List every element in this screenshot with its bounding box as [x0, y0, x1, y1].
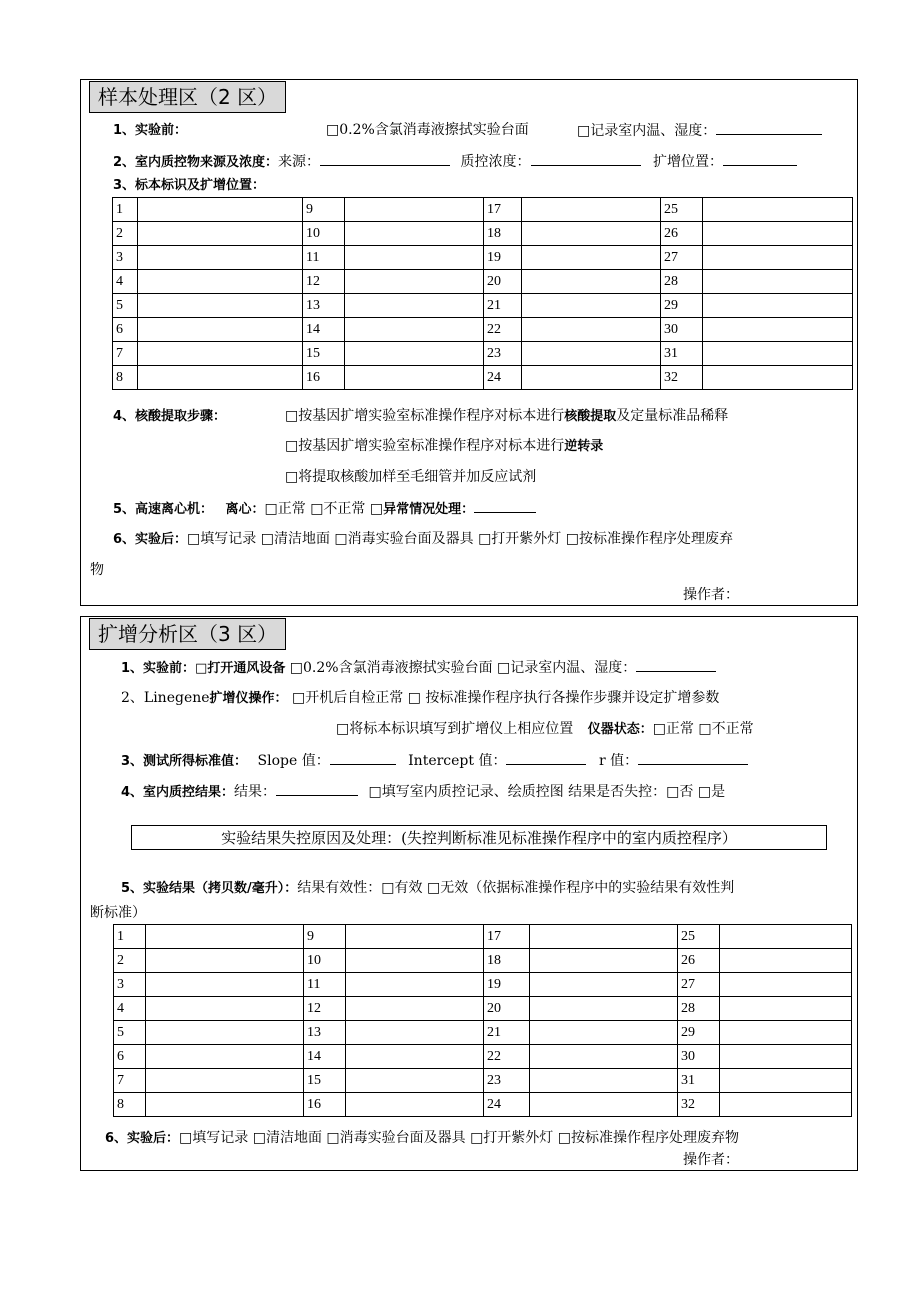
entry-cell[interactable]: [345, 246, 484, 270]
entry-cell[interactable]: [146, 973, 304, 997]
position-number: 23: [484, 1069, 530, 1093]
entry-cell[interactable]: [146, 1045, 304, 1069]
position-number: 11: [303, 246, 345, 270]
section-title: 样本处理区（2 区）: [89, 81, 286, 113]
amplification-section: [80, 616, 858, 1171]
position-number: 31: [678, 1069, 720, 1093]
position-number: 20: [484, 997, 530, 1021]
position-number: 28: [661, 270, 703, 294]
row-label: 3、测试所得标准值：: [121, 754, 248, 769]
position-number: 21: [484, 1021, 530, 1045]
slope-blank[interactable]: [330, 750, 396, 765]
entry-cell[interactable]: [345, 342, 484, 366]
row-label: 1、实验前：: [113, 123, 188, 138]
entry-cell[interactable]: [346, 1069, 484, 1093]
position-number: 26: [661, 222, 703, 246]
position-number: 1: [113, 198, 138, 222]
entry-cell[interactable]: [703, 222, 853, 246]
option-text: 及定量标准品稀释: [616, 408, 729, 424]
position-number: 28: [678, 997, 720, 1021]
label-position-checkbox[interactable]: □将标本标识填写到扩增仪上相应位置: [336, 721, 574, 737]
operator-label: 操作者：: [683, 587, 739, 603]
slope-label: Slope 值：: [257, 753, 330, 769]
position-number: 14: [303, 318, 345, 342]
result-label: 结果：: [234, 784, 277, 800]
position-number: 16: [304, 1093, 346, 1117]
position-number: 16: [303, 366, 345, 390]
table-row: [113, 270, 853, 294]
entry-cell[interactable]: [530, 1021, 678, 1045]
centrifuge-label: 离心：: [225, 502, 265, 517]
entry-cell[interactable]: [345, 366, 484, 390]
standard-values-row: [121, 750, 748, 772]
intercept-label: Intercept 值：: [408, 753, 507, 769]
entry-cell[interactable]: [146, 997, 304, 1021]
position-number: 22: [484, 318, 522, 342]
qc-conc-blank[interactable]: [531, 151, 641, 166]
entry-cell[interactable]: [138, 270, 303, 294]
ventilation-checkbox[interactable]: □打开通风设备: [195, 661, 286, 676]
entry-cell[interactable]: [522, 270, 661, 294]
entry-cell[interactable]: [138, 342, 303, 366]
position-number: 29: [661, 294, 703, 318]
entry-cell[interactable]: [146, 925, 304, 949]
position-number: 6: [113, 318, 138, 342]
entry-cell[interactable]: [720, 1021, 852, 1045]
position-number: 9: [303, 198, 345, 222]
source-label: 来源：: [278, 154, 321, 170]
table-row: [114, 949, 852, 973]
entry-cell[interactable]: [138, 246, 303, 270]
abnormal-handle-label: 异常情况处理：: [383, 502, 475, 517]
position-number: 3: [114, 973, 146, 997]
position-number: 2: [114, 949, 146, 973]
pre-options[interactable]: □0.2%含氯消毒液擦拭实验台面 □记录室内温、湿度：: [289, 660, 637, 676]
table-row: [113, 246, 853, 270]
entry-cell[interactable]: [522, 294, 661, 318]
pre-experiment-row: [113, 120, 187, 141]
position-number: 25: [678, 925, 720, 949]
abnormal-handle-checkbox[interactable]: □: [369, 501, 384, 517]
entry-cell[interactable]: [530, 973, 678, 997]
entry-cell[interactable]: [530, 949, 678, 973]
table-row: [114, 1021, 852, 1045]
position-number: 13: [303, 294, 345, 318]
entry-cell[interactable]: [522, 366, 661, 390]
normal-checkbox[interactable]: □正常: [264, 501, 306, 517]
row-label: 1、实验前：: [121, 661, 196, 676]
entry-cell[interactable]: [345, 270, 484, 294]
entry-cell[interactable]: [530, 1069, 678, 1093]
row-label: 3、标本标识及扩增位置：: [113, 178, 266, 193]
entry-cell[interactable]: [346, 973, 484, 997]
position-number: 7: [113, 342, 138, 366]
position-number: 5: [113, 294, 138, 318]
position-number: 12: [303, 270, 345, 294]
specimen-label-row: [113, 175, 265, 196]
instrument-options[interactable]: □开机后自检正常 □ 按标准操作程序执行各操作步骤并设定扩增参数: [292, 690, 720, 706]
entry-cell[interactable]: [138, 294, 303, 318]
table-row: [113, 198, 853, 222]
position-number: 29: [678, 1021, 720, 1045]
instrument-status-label: 仪器状态：: [587, 722, 653, 737]
intercept-blank[interactable]: [506, 750, 586, 765]
entry-cell[interactable]: [146, 949, 304, 973]
position-number: 10: [304, 949, 346, 973]
disinfect-checkbox[interactable]: □0.2%含氯消毒液擦拭实验台面: [326, 122, 529, 138]
position-number: 32: [661, 366, 703, 390]
position-number: 31: [661, 342, 703, 366]
position-number: 24: [484, 366, 522, 390]
temp-blank[interactable]: [716, 120, 822, 135]
row-label: 2、Linegene: [121, 690, 210, 706]
position-number: 30: [661, 318, 703, 342]
option-text: □按基因扩增实验室标准操作程序对标本进行: [285, 438, 565, 454]
position-number: 30: [678, 1045, 720, 1069]
table-row: [114, 1045, 852, 1069]
post-experiment-row: [105, 1128, 739, 1149]
entry-cell[interactable]: [522, 198, 661, 222]
option-text: □按基因扩增实验室标准操作程序对标本进行: [285, 408, 565, 424]
qc-options[interactable]: □填写室内质控记录、绘质控图 结果是否失控：□否 □是: [368, 784, 726, 800]
position-number: 15: [304, 1069, 346, 1093]
entry-cell[interactable]: [703, 294, 853, 318]
position-number: 5: [114, 1021, 146, 1045]
result-blank[interactable]: [276, 781, 358, 796]
post-options[interactable]: □填写记录 □清洁地面 □消毒实验台面及器具 □打开紫外灯 □按标准操作程序处理废弃: [187, 531, 733, 547]
position-number: 27: [678, 973, 720, 997]
position-number: 25: [661, 198, 703, 222]
position-number: 13: [304, 1021, 346, 1045]
position-number: 19: [484, 246, 522, 270]
extraction-option-1[interactable]: [285, 406, 728, 427]
position-number: 26: [678, 949, 720, 973]
amp-pos-label: 扩增位置：: [652, 154, 723, 170]
entry-cell[interactable]: [720, 997, 852, 1021]
table-row: [113, 222, 853, 246]
entry-cell[interactable]: [703, 342, 853, 366]
position-number: 32: [678, 1093, 720, 1117]
position-number: 11: [304, 973, 346, 997]
position-number: 4: [114, 997, 146, 1021]
entry-cell[interactable]: [703, 198, 853, 222]
entry-cell[interactable]: [346, 997, 484, 1021]
row-label: 5、实验结果（拷贝数/毫升）：: [121, 881, 298, 896]
abnormal-handle-blank[interactable]: [474, 498, 536, 513]
position-number: 21: [484, 294, 522, 318]
position-number: 12: [304, 997, 346, 1021]
entry-cell[interactable]: [345, 318, 484, 342]
entry-cell[interactable]: [530, 925, 678, 949]
entry-cell[interactable]: [138, 318, 303, 342]
instrument-row: [121, 688, 719, 709]
position-number: 20: [484, 270, 522, 294]
entry-cell[interactable]: [346, 1021, 484, 1045]
entry-cell[interactable]: [146, 1021, 304, 1045]
r-blank[interactable]: [638, 750, 748, 765]
entry-cell[interactable]: [522, 342, 661, 366]
position-number: 24: [484, 1093, 530, 1117]
result-row: [121, 878, 734, 899]
position-number: 9: [304, 925, 346, 949]
entry-cell[interactable]: [720, 949, 852, 973]
section-title: 扩增分析区（3 区）: [89, 618, 286, 650]
table-row: [113, 366, 853, 390]
table-row: [113, 318, 853, 342]
table-row: [114, 925, 852, 949]
position-number: 15: [303, 342, 345, 366]
entry-cell[interactable]: [138, 198, 303, 222]
position-number: 7: [114, 1069, 146, 1093]
row-label: 4、核酸提取步骤：: [113, 409, 227, 424]
row-label: 6、实验后：: [105, 1131, 180, 1146]
status-options[interactable]: □正常 □不正常: [652, 721, 754, 737]
entry-cell[interactable]: [346, 1045, 484, 1069]
r-label: r 值：: [598, 753, 639, 769]
position-number: 18: [484, 222, 522, 246]
position-number: 14: [304, 1045, 346, 1069]
position-number: 27: [661, 246, 703, 270]
centrifuge-row: [113, 498, 536, 520]
entry-cell[interactable]: [720, 1069, 852, 1093]
qc-source-row: [113, 151, 797, 173]
source-blank[interactable]: [320, 151, 450, 166]
entry-cell[interactable]: [522, 318, 661, 342]
validity-options[interactable]: 结果有效性：□有效 □无效（依据标准操作程序中的实验结果有效性判: [297, 880, 735, 896]
abnormal-checkbox[interactable]: □不正常: [310, 501, 366, 517]
position-number: 2: [113, 222, 138, 246]
entry-cell[interactable]: [146, 1093, 304, 1117]
qc-conc-label: 质控浓度：: [460, 154, 531, 170]
entry-cell[interactable]: [720, 1045, 852, 1069]
record-temp-label: □记录室内温、湿度：: [577, 123, 717, 139]
post-options-continued: 物: [90, 562, 104, 578]
entry-cell[interactable]: [345, 222, 484, 246]
entry-cell[interactable]: [345, 198, 484, 222]
row-label: 4、室内质控结果：: [121, 785, 235, 800]
entry-cell[interactable]: [138, 222, 303, 246]
table-row: [114, 1093, 852, 1117]
position-number: 8: [114, 1093, 146, 1117]
position-number: 6: [114, 1045, 146, 1069]
row-label: 5、高速离心机：: [113, 502, 214, 517]
table-row: [114, 1069, 852, 1093]
table-row: [114, 973, 852, 997]
extraction-option-3[interactable]: □将提取核酸加样至毛细管并加反应试剂: [285, 469, 537, 485]
entry-cell[interactable]: [522, 222, 661, 246]
entry-cell[interactable]: [138, 366, 303, 390]
pre-experiment-row: [121, 657, 716, 679]
position-number: 3: [113, 246, 138, 270]
post-options[interactable]: □填写记录 □清洁地面 □消毒实验台面及器具 □打开紫外灯 □按标准操作程序处理废弃物: [179, 1130, 739, 1146]
option-bold: 逆转录: [564, 439, 604, 454]
out-of-control-note[interactable]: 实验结果失控原因及处理：(失控判断标准见标准操作程序中的室内质控程序）: [131, 825, 827, 850]
entry-cell[interactable]: [530, 997, 678, 1021]
amp-pos-blank[interactable]: [723, 151, 797, 166]
position-number: 1: [114, 925, 146, 949]
entry-cell[interactable]: [720, 1093, 852, 1117]
result-grid: [113, 924, 852, 1117]
position-number: 17: [484, 925, 530, 949]
entry-cell[interactable]: [146, 1069, 304, 1093]
entry-cell[interactable]: [703, 246, 853, 270]
position-number: 8: [113, 366, 138, 390]
qc-result-row: [121, 781, 725, 803]
position-number: 23: [484, 342, 522, 366]
position-number: 10: [303, 222, 345, 246]
sample-processing-section: [80, 79, 858, 606]
entry-cell[interactable]: [345, 294, 484, 318]
entry-cell[interactable]: [530, 1093, 678, 1117]
entry-cell[interactable]: [720, 973, 852, 997]
table-row: [113, 294, 853, 318]
entry-cell[interactable]: [522, 246, 661, 270]
table-row: [113, 342, 853, 366]
extraction-row: [113, 406, 226, 427]
temp-blank[interactable]: [636, 657, 716, 672]
extraction-option-2[interactable]: [285, 436, 603, 457]
position-number: 18: [484, 949, 530, 973]
post-experiment-row: [113, 529, 733, 550]
entry-cell[interactable]: [703, 318, 853, 342]
entry-cell[interactable]: [346, 925, 484, 949]
instrument-row-2: [336, 719, 754, 740]
row-label: 6、实验后：: [113, 532, 188, 547]
position-number: 19: [484, 973, 530, 997]
entry-cell[interactable]: [720, 925, 852, 949]
row-label: 2、室内质控物来源及浓度：: [113, 155, 279, 170]
position-number: 22: [484, 1045, 530, 1069]
specimen-grid: [112, 197, 853, 390]
entry-cell[interactable]: [346, 1093, 484, 1117]
entry-cell[interactable]: [703, 366, 853, 390]
record-temp-checkbox[interactable]: [577, 120, 822, 141]
table-row: [114, 997, 852, 1021]
position-number: 17: [484, 198, 522, 222]
entry-cell[interactable]: [703, 270, 853, 294]
row-label-bold: 扩增仪操作：: [209, 691, 288, 706]
operator-label: 操作者：: [683, 1152, 739, 1168]
position-number: 4: [113, 270, 138, 294]
result-row-continued: 断标准）: [90, 905, 146, 921]
option-bold: 核酸提取: [564, 409, 617, 424]
entry-cell[interactable]: [530, 1045, 678, 1069]
entry-cell[interactable]: [346, 949, 484, 973]
